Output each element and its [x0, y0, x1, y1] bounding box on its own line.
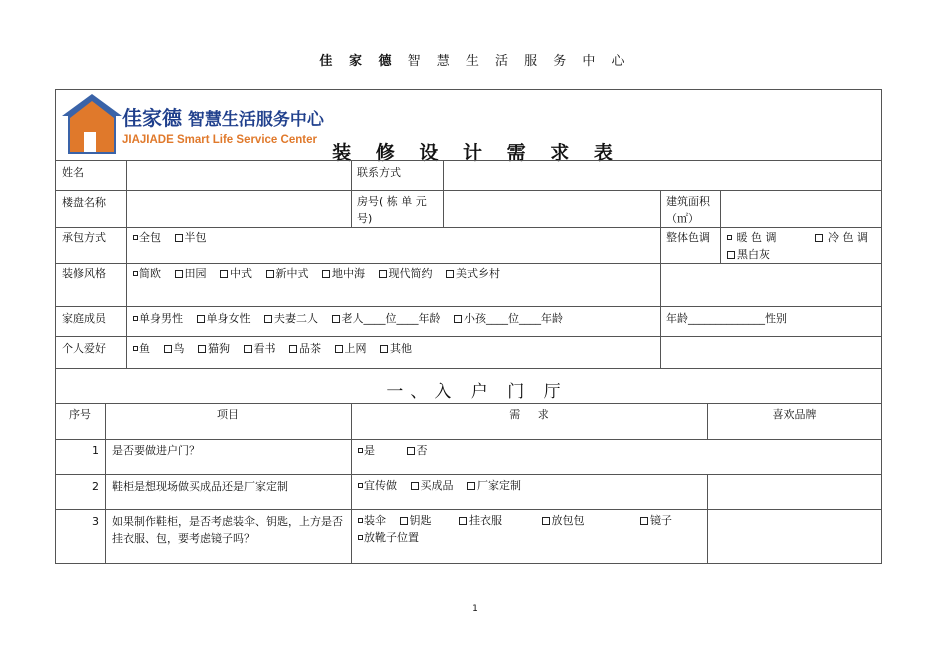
checkbox-icon	[289, 345, 297, 353]
grid-line	[720, 190, 721, 263]
family-options	[133, 310, 573, 327]
checkbox-option[interactable]: 宜传做	[358, 477, 397, 494]
section-title: 一、入 户 门 厅	[386, 382, 568, 402]
row-options	[358, 512, 704, 546]
checkbox-option[interactable]: 鱼	[133, 340, 150, 357]
checkbox-icon	[640, 517, 648, 525]
checkbox-option[interactable]: 老人____位____年龄	[332, 310, 441, 327]
table-header-need: 需 求	[509, 408, 549, 421]
page-header	[0, 50, 950, 69]
grid-line	[55, 336, 882, 337]
family-label: 家庭成员	[62, 312, 106, 325]
checkbox-icon	[133, 346, 138, 351]
checkbox-option[interactable]: 否	[407, 442, 428, 459]
checkbox-option[interactable]: 猫狗	[198, 340, 230, 357]
checkbox-option[interactable]: 买成品	[411, 477, 454, 494]
row-item: 鞋柜是想现场做买成品还是厂家定制	[112, 480, 288, 493]
grid-line	[55, 509, 882, 510]
family-age-gender: 年龄______________性别	[666, 312, 787, 325]
grid-line	[55, 306, 882, 307]
checkbox-icon	[454, 315, 462, 323]
estate-label: 楼盘名称	[62, 196, 106, 209]
checkbox-icon	[542, 517, 550, 525]
checkbox-icon	[358, 535, 363, 540]
grid-line	[443, 160, 444, 227]
checkbox-option[interactable]: 中式	[220, 265, 252, 282]
checkbox-icon	[727, 251, 735, 259]
checkbox-icon	[175, 270, 183, 278]
table-header-item: 项目	[217, 408, 239, 421]
checkbox-option[interactable]: 新中式	[266, 265, 309, 282]
row-item: 如果制作鞋柜，是否考虑装伞、钥匙，上方是否挂衣服、包，要考虑镜子吗？	[112, 515, 343, 545]
checkbox-icon	[133, 316, 138, 321]
checkbox-option[interactable]: 黑白灰	[727, 248, 770, 261]
checkbox-option[interactable]: 挂衣服	[459, 512, 502, 529]
checkbox-icon	[264, 315, 272, 323]
logo-cn-text: 佳家德 智慧生活服务中心	[122, 106, 324, 130]
checkbox-icon	[175, 234, 183, 242]
checkbox-icon	[266, 270, 274, 278]
checkbox-option[interactable]: 放靴子位置	[358, 531, 419, 544]
grid-line	[55, 403, 882, 404]
checkbox-icon	[332, 315, 340, 323]
color-options	[727, 229, 879, 263]
row-no: 2	[92, 480, 99, 493]
checkbox-icon	[335, 345, 343, 353]
row-no: 3	[92, 515, 99, 528]
grid-line	[55, 160, 882, 161]
name-label: 姓名	[62, 166, 84, 179]
room-label: 房号( 栋 单 元 号)	[357, 195, 427, 225]
grid-line	[55, 439, 882, 440]
checkbox-option[interactable]: 田园	[175, 265, 207, 282]
checkbox-icon	[727, 235, 732, 240]
grid-line	[351, 160, 352, 227]
header-rest: 智 慧 生 活 服 务 中 心	[407, 54, 631, 69]
checkbox-option[interactable]: 钥匙	[400, 512, 432, 529]
checkbox-icon	[400, 517, 408, 525]
checkbox-icon	[244, 345, 252, 353]
checkbox-icon	[164, 345, 172, 353]
grid-line	[707, 474, 708, 564]
checkbox-icon	[446, 270, 454, 278]
grid-line	[351, 403, 352, 564]
checkbox-option[interactable]: 美式乡村	[446, 265, 500, 282]
checkbox-option[interactable]: 全包	[133, 229, 161, 246]
row-no: 1	[92, 444, 99, 457]
checkbox-option[interactable]: 看书	[244, 340, 276, 357]
grid-line	[55, 190, 882, 191]
table-header-no: 序号	[69, 408, 91, 421]
checkbox-option[interactable]: 鸟	[164, 340, 185, 357]
checkbox-option[interactable]: 装伞	[358, 512, 386, 529]
grid-line	[55, 368, 882, 369]
checkbox-icon	[459, 517, 467, 525]
table-header-brand: 喜欢品牌	[772, 408, 817, 421]
checkbox-icon	[380, 345, 388, 353]
header-brand: 佳 家 德	[319, 54, 398, 69]
checkbox-icon	[197, 315, 205, 323]
checkbox-icon	[133, 235, 138, 240]
checkbox-icon	[467, 482, 475, 490]
page-number: 1	[472, 604, 478, 614]
contract-options	[133, 229, 217, 246]
logo-en-text: JIAJIADE Smart Life Service Center	[122, 134, 317, 146]
checkbox-icon	[358, 518, 363, 523]
form-title: 装 修 设 计 需 求 表	[332, 142, 622, 164]
checkbox-icon	[133, 271, 138, 276]
grid-line	[55, 227, 882, 228]
hobby-options	[133, 340, 422, 357]
checkbox-icon	[358, 448, 363, 453]
grid-line	[660, 190, 661, 263]
checkbox-option[interactable]: 暖 色 调	[727, 229, 777, 246]
checkbox-option[interactable]: 冷 色 调	[815, 231, 869, 244]
checkbox-option[interactable]: 单身女性	[197, 310, 251, 327]
hobby-label: 个人爱好	[62, 342, 106, 355]
style-label: 装修风格	[62, 267, 106, 280]
checkbox-option[interactable]: 是	[358, 442, 375, 459]
checkbox-option[interactable]: 上网	[335, 340, 367, 357]
style-options	[133, 265, 510, 282]
checkbox-option[interactable]: 半包	[175, 229, 207, 246]
checkbox-icon	[358, 483, 363, 488]
grid-line	[55, 263, 882, 264]
checkbox-option[interactable]: 小孩____位____年龄	[454, 310, 563, 327]
row-options	[358, 477, 531, 494]
area-label: 建筑面积（㎡）	[666, 195, 710, 225]
checkbox-option[interactable]: 简欧	[133, 265, 161, 282]
checkbox-option[interactable]: 夫妻二人	[264, 310, 318, 327]
contract-label: 承包方式	[62, 231, 106, 244]
checkbox-option[interactable]: 现代简约	[379, 265, 433, 282]
checkbox-icon	[220, 270, 228, 278]
checkbox-option[interactable]: 放包包	[542, 512, 585, 529]
grid-line	[660, 263, 661, 368]
checkbox-option[interactable]: 地中海	[322, 265, 365, 282]
row-options	[358, 442, 438, 459]
checkbox-icon	[815, 234, 823, 242]
color-label: 整体色调	[666, 231, 710, 244]
contact-label: 联系方式	[357, 166, 401, 179]
checkbox-icon	[411, 482, 419, 490]
checkbox-icon	[407, 447, 415, 455]
row-item: 是否要做进户门？	[112, 444, 200, 457]
checkbox-option[interactable]: 镜子	[640, 514, 672, 527]
checkbox-icon	[198, 345, 206, 353]
checkbox-option[interactable]: 品茶	[289, 340, 321, 357]
grid-line	[55, 474, 882, 475]
checkbox-option[interactable]: 其他	[380, 340, 412, 357]
checkbox-icon	[379, 270, 387, 278]
grid-line	[105, 403, 106, 564]
checkbox-option[interactable]: 单身男性	[133, 310, 183, 327]
checkbox-icon	[322, 270, 330, 278]
checkbox-option[interactable]: 厂家定制	[467, 477, 521, 494]
grid-line	[126, 160, 127, 368]
